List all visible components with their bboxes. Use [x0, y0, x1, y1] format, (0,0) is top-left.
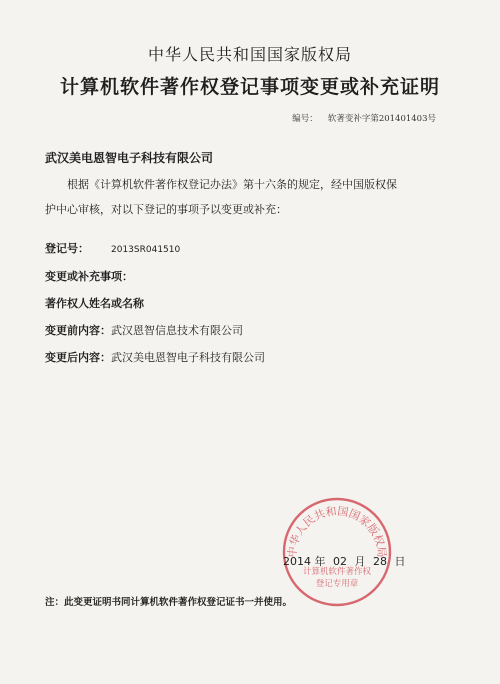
- registration-row: [45, 240, 180, 256]
- company-name: 武汉美电恩智电子科技有限公司: [45, 151, 214, 165]
- seal-inner-line-1: 计算机软件著作权: [302, 567, 372, 577]
- issue-day: 28: [373, 555, 387, 568]
- before-change-row: [45, 322, 243, 338]
- changed-item-heading: [45, 295, 144, 311]
- serial-number: [292, 112, 436, 124]
- change-heading: [45, 268, 133, 284]
- official-seal-icon: [281, 496, 393, 608]
- registration-label: 登记号：: [45, 242, 89, 255]
- after-change-value: 武汉美电恩智电子科技有限公司: [111, 351, 265, 364]
- registration-number: 2013SR041510: [111, 245, 181, 255]
- after-change-row: [45, 349, 265, 365]
- issue-date: [283, 553, 406, 569]
- issuing-authority: 中华人民共和国国家版权局: [147, 45, 352, 64]
- seal-ring-text: 中华人民共和国国家版权局: [285, 504, 389, 558]
- footnote: 注：此变更证明书同计算机软件著作权登记证书一并使用。: [45, 597, 293, 608]
- issue-year: 2014: [283, 555, 311, 568]
- before-change-label: 变更前内容：: [45, 324, 111, 337]
- issue-year-unit: 年: [314, 555, 326, 568]
- changed-item-text: 著作权人姓名或名称: [45, 297, 144, 310]
- serial-value: 软著变补字第201401403号: [327, 114, 436, 124]
- document-title: 计算机软件著作权登记事项变更或补充证明: [59, 76, 440, 98]
- serial-label: 编号：: [292, 114, 318, 124]
- after-change-label: 变更后内容：: [45, 351, 111, 364]
- issue-month-unit: 月: [354, 555, 366, 568]
- issue-day-unit: 日: [394, 555, 406, 568]
- issue-month: 02: [333, 555, 347, 568]
- body-text-line-1: 根据《计算机软件著作权登记办法》第十六条的规定，经中国版权保: [67, 178, 397, 191]
- change-heading-text: 变更或补充事项：: [45, 270, 133, 283]
- body-text-line-2: 护中心审核，对以下登记的事项予以变更或补充：: [45, 203, 287, 216]
- seal-inner-line-2: 登记专用章: [315, 579, 359, 589]
- before-change-value: 武汉恩智信息技术有限公司: [111, 324, 243, 337]
